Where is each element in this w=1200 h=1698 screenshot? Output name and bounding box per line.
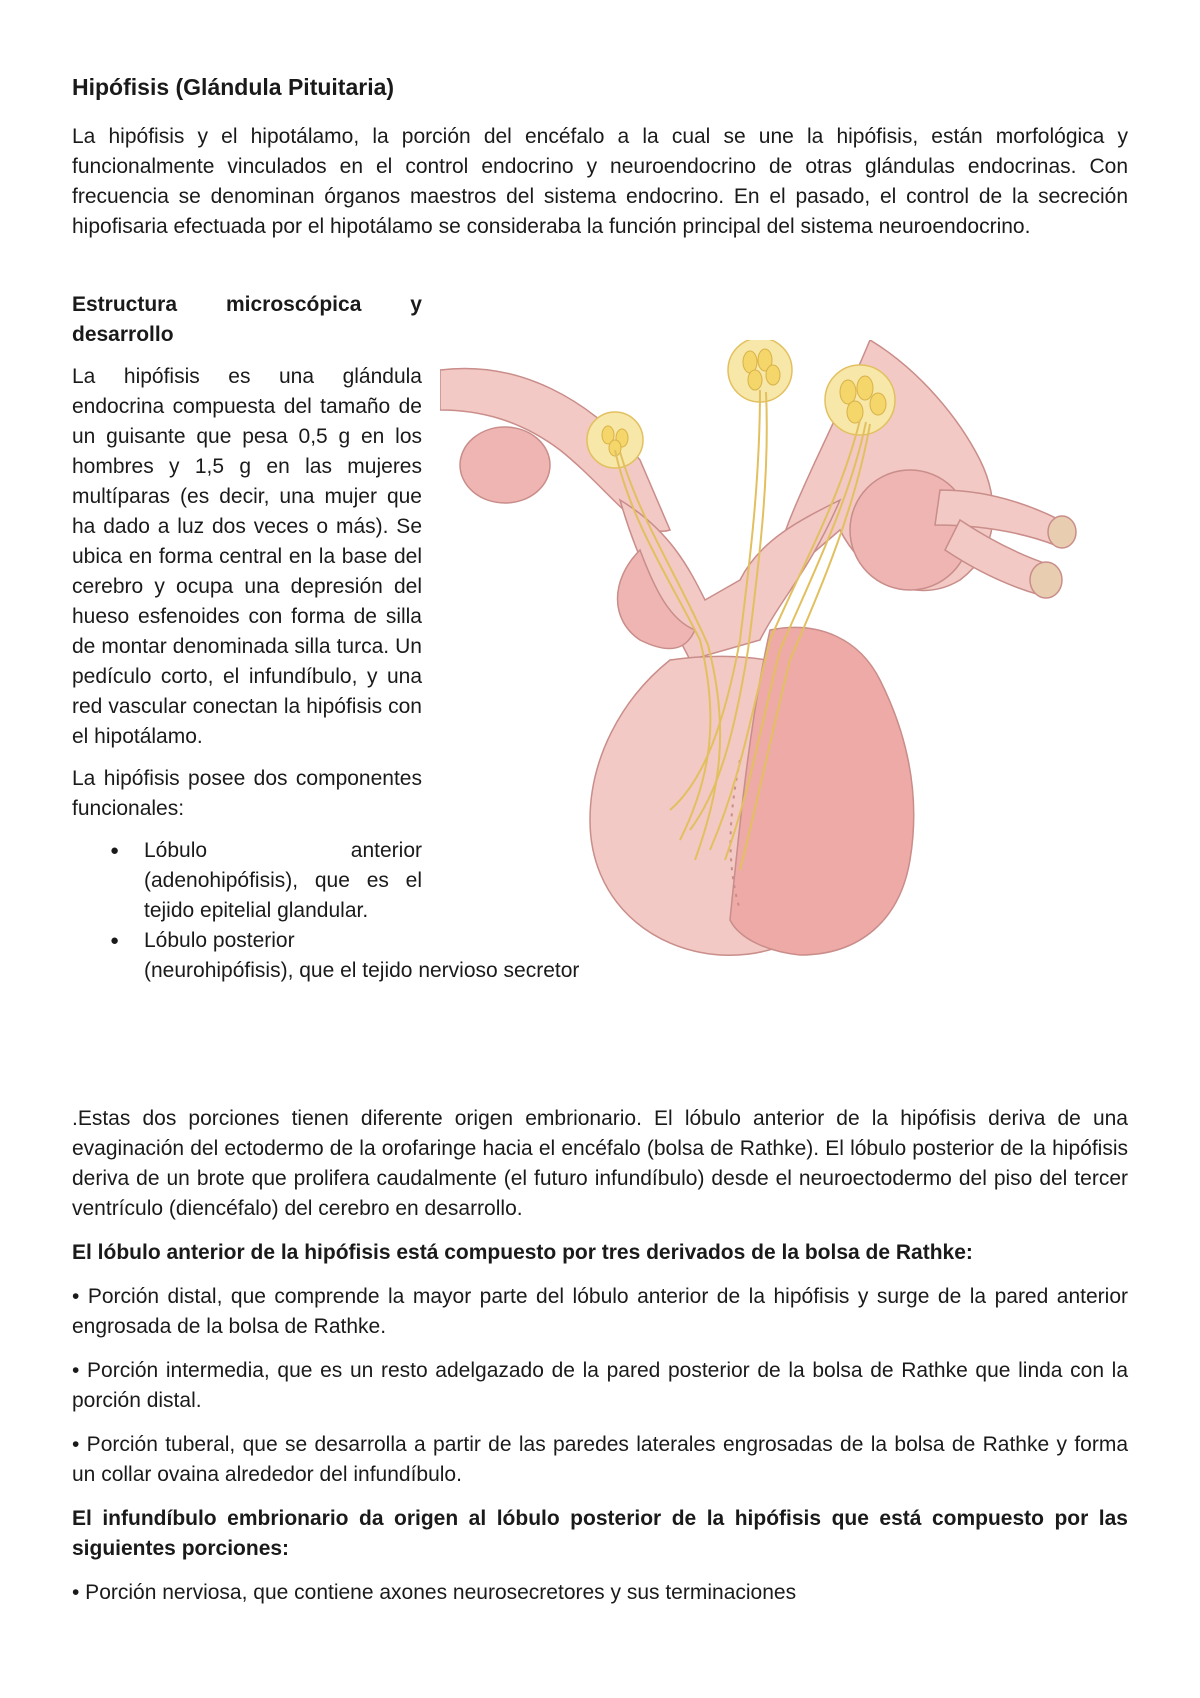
pituitary-illustration (440, 340, 1140, 990)
anterior-lobe-heading: El lóbulo anterior de la hipófisis está compuesto por tres derivados de la bolsa de Rathke: (72, 1241, 973, 1264)
description-paragraph: La hipófisis es una glándula endocrina compuesta del tamaño de un guisante que pesa 0,5 g en los hombres y 1,5 g en las mujeres multíparas (es decir, una mujer que ha dado a luz dos veces o más). Se ubica en forma central en la base del cerebro y ocupa una depresión del hueso esfenoides con forma de silla de montar denominada silla turca. Un pedículo corto, el infundíbulo, y una red vascular conectan la hipófisis con el hipotálamo. (72, 365, 422, 748)
bullet-tuberal: • Porción tuberal, que se desarrolla a partir de las paredes laterales engrosadas de la bolsa de Rathke y forma un collar ovaina alrededor del infundíbulo. (72, 1433, 1128, 1486)
list-item-anterior: ● Lóbulo anterior (adenohipófisis), que es el tejido epitelial glandular. (72, 836, 422, 926)
page-title: Hipófisis (Glándula Pituitaria) (72, 74, 395, 100)
section-heading: Estructura microscópica y desarrollo (72, 293, 422, 346)
origin-paragraph: .Estas dos porciones tienen diferente origen embrionario. El lóbulo anterior de la hipófisis deriva de una evaginación del ectodermo de la orofaringe hacia el encéfalo (bolsa de Rathke). El lóbulo posterior de la hipófisis deriva de un brote que prolifera caudalmente (el futuro infundíbulo) desde el neuroectodermo del piso del tercer ventrículo (diencéfalo) del cerebro en desarrollo. (72, 1107, 1128, 1220)
list-item-posterior-b: (neurohipófisis), que el tejido nervioso secretor (144, 959, 580, 982)
lower-text (72, 1104, 1128, 1622)
list-item-posterior (72, 926, 580, 986)
intro-paragraph: La hipófisis y el hipotálamo, la porción del encéfalo a la cual se une la hipófisis, están morfológica y funcionalmente vinculados en el control endocrino y neuroendocrino de otras glándulas endocrinas. Con frecuencia se denominan órganos maestros del sistema endocrino. En el pasado, el control de la secreción hipofisaria efectuada por el hipotálamo se consideraba la función principal del sistema neuroendocrino. (72, 125, 1128, 238)
bullet-nervosa: • Porción nerviosa, que contiene axones neurosecretores y sus terminaciones (72, 1581, 797, 1604)
components-intro: La hipófisis posee dos componentes funcionales: (72, 767, 422, 820)
nerve-stalk-end-upper (1048, 516, 1076, 548)
components-list (72, 836, 580, 986)
bullet-distal: • Porción distal, que comprende la mayor parte del lóbulo anterior de la hipófisis y surge de la pared anterior engrosada de la bolsa de Rathke. (72, 1285, 1128, 1338)
nerve-stalk-end-lower (1030, 562, 1062, 598)
posterior-lobe-heading: El infundíbulo embrionario da origen al lóbulo posterior de la hipófisis que está compuesto por las siguientes porciones: (72, 1507, 1128, 1560)
left-bulge (460, 427, 550, 503)
left-column (72, 290, 580, 986)
mammillary-bulge (850, 470, 970, 590)
bullet-intermedia: • Porción intermedia, que es un resto adelgazado de la pared posterior de la bolsa de Rathke que linda con la porción distal. (72, 1359, 1128, 1412)
list-item-posterior-a: Lóbulo posterior (144, 929, 295, 952)
